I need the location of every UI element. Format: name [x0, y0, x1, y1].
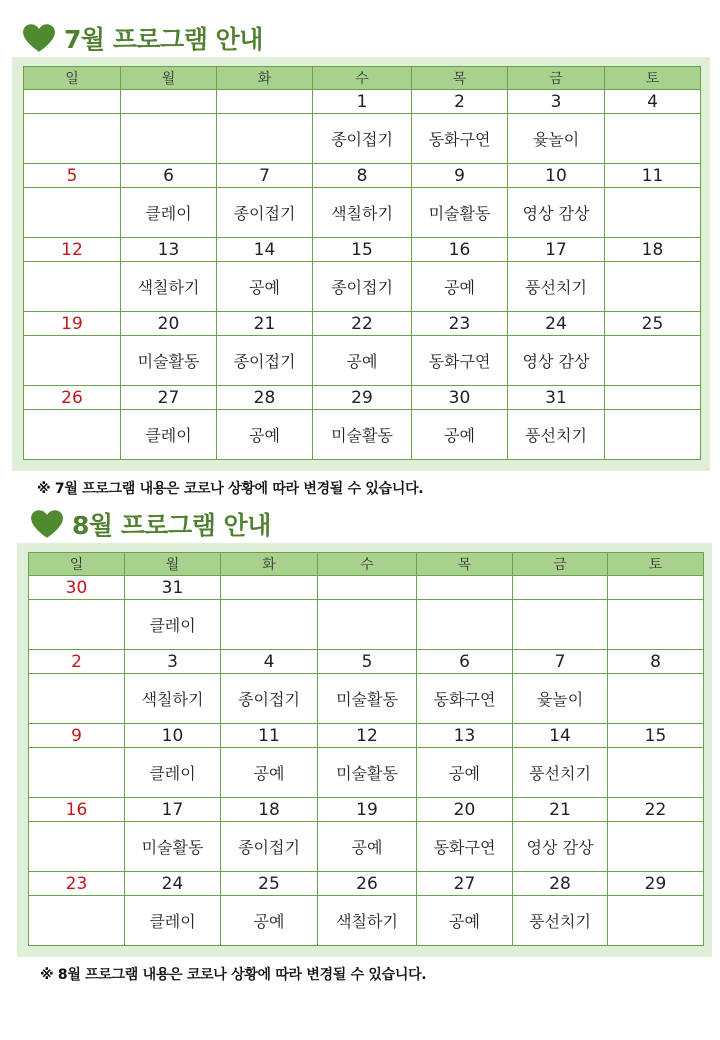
day-number: 12	[318, 724, 417, 748]
day-number: 25	[605, 312, 701, 336]
august-title-block	[30, 506, 271, 542]
day-number: 9	[29, 724, 125, 748]
day-number: 29	[313, 386, 412, 410]
program-cell: 풍선치기	[513, 748, 608, 798]
july-title: 7월 프로그램 안내	[64, 25, 263, 54]
day-number: 14	[513, 724, 608, 748]
day-number: 22	[608, 798, 704, 822]
program-cell: 색칠하기	[313, 188, 412, 238]
program-cell: 색칠하기	[125, 674, 221, 724]
program-cell: 클레이	[125, 748, 221, 798]
heart-icon	[30, 509, 64, 539]
day-number: 2	[29, 650, 125, 674]
day-number	[513, 576, 608, 600]
day-number	[121, 90, 217, 114]
program-cell: 종이접기	[313, 114, 412, 164]
program-cell: 미술활동	[318, 748, 417, 798]
program-cell: 종이접기	[221, 822, 318, 872]
program-cell	[29, 600, 125, 650]
program-cell: 동화구연	[417, 674, 513, 724]
program-cell: 동화구연	[412, 336, 508, 386]
weekday-header-row	[24, 67, 701, 90]
day-number: 14	[217, 238, 313, 262]
program-row	[24, 188, 701, 238]
day-number: 1	[313, 90, 412, 114]
weekday-header: 월	[125, 553, 221, 576]
program-cell: 종이접기	[313, 262, 412, 312]
day-number: 3	[125, 650, 221, 674]
program-cell: 클레이	[121, 188, 217, 238]
program-cell: 종이접기	[217, 188, 313, 238]
day-number: 28	[513, 872, 608, 896]
weekday-header: 금	[508, 67, 605, 90]
date-row	[24, 312, 701, 336]
weekday-header: 일	[24, 67, 121, 90]
weekday-header: 수	[318, 553, 417, 576]
weekday-header: 토	[608, 553, 704, 576]
day-number: 3	[508, 90, 605, 114]
day-number: 29	[608, 872, 704, 896]
weekday-header-row	[29, 553, 704, 576]
day-number: 31	[125, 576, 221, 600]
program-cell	[608, 600, 704, 650]
program-cell: 클레이	[121, 410, 217, 460]
program-cell	[24, 114, 121, 164]
day-number	[221, 576, 318, 600]
day-number: 19	[24, 312, 121, 336]
program-cell	[121, 114, 217, 164]
day-number: 13	[121, 238, 217, 262]
day-number: 15	[313, 238, 412, 262]
program-cell: 공예	[217, 262, 313, 312]
date-row	[29, 724, 704, 748]
program-cell: 공예	[412, 262, 508, 312]
program-cell: 미술활동	[313, 410, 412, 460]
day-number: 30	[412, 386, 508, 410]
weekday-header: 화	[221, 553, 318, 576]
day-number: 18	[605, 238, 701, 262]
day-number: 8	[313, 164, 412, 188]
day-number: 24	[125, 872, 221, 896]
program-cell	[608, 674, 704, 724]
program-cell: 미술활동	[121, 336, 217, 386]
weekday-header: 일	[29, 553, 125, 576]
day-number: 31	[508, 386, 605, 410]
day-number: 23	[412, 312, 508, 336]
program-cell: 색칠하기	[318, 896, 417, 946]
program-cell	[217, 114, 313, 164]
day-number: 25	[221, 872, 318, 896]
program-cell	[29, 822, 125, 872]
day-number: 5	[318, 650, 417, 674]
program-cell: 색칠하기	[121, 262, 217, 312]
program-cell: 미술활동	[318, 674, 417, 724]
day-number: 16	[29, 798, 125, 822]
day-number: 10	[508, 164, 605, 188]
program-cell: 미술활동	[125, 822, 221, 872]
day-number: 18	[221, 798, 318, 822]
day-number: 5	[24, 164, 121, 188]
weekday-header: 토	[605, 67, 701, 90]
program-cell	[29, 674, 125, 724]
july-calendar	[23, 66, 701, 460]
program-cell: 공예	[417, 896, 513, 946]
day-number	[318, 576, 417, 600]
day-number: 26	[318, 872, 417, 896]
day-number: 6	[121, 164, 217, 188]
program-cell	[605, 336, 701, 386]
program-row	[29, 822, 704, 872]
program-cell: 풍선치기	[508, 410, 605, 460]
program-cell: 공예	[417, 748, 513, 798]
august-note: ※ 8월 프로그램 내용은 코로나 상황에 따라 변경될 수 있습니다.	[40, 967, 427, 983]
program-cell	[605, 262, 701, 312]
program-cell	[24, 262, 121, 312]
day-number: 20	[417, 798, 513, 822]
weekday-header: 목	[412, 67, 508, 90]
program-cell	[24, 188, 121, 238]
program-cell	[29, 748, 125, 798]
program-row	[29, 748, 704, 798]
day-number: 12	[24, 238, 121, 262]
day-number	[217, 90, 313, 114]
program-row	[24, 410, 701, 460]
weekday-header: 화	[217, 67, 313, 90]
heart-icon	[22, 23, 56, 53]
day-number: 20	[121, 312, 217, 336]
day-number: 6	[417, 650, 513, 674]
weekday-header: 월	[121, 67, 217, 90]
day-number: 11	[221, 724, 318, 748]
day-number: 15	[608, 724, 704, 748]
program-cell: 영상 감상	[508, 336, 605, 386]
program-cell	[513, 600, 608, 650]
date-row	[24, 90, 701, 114]
day-number: 17	[125, 798, 221, 822]
program-cell	[605, 410, 701, 460]
day-number: 27	[121, 386, 217, 410]
program-cell: 풍선치기	[513, 896, 608, 946]
program-cell	[318, 600, 417, 650]
program-cell: 공예	[318, 822, 417, 872]
july-title-block	[22, 20, 263, 56]
date-row	[24, 386, 701, 410]
day-number: 2	[412, 90, 508, 114]
weekday-header: 금	[513, 553, 608, 576]
day-number: 23	[29, 872, 125, 896]
day-number: 8	[608, 650, 704, 674]
day-number: 9	[412, 164, 508, 188]
program-cell	[221, 600, 318, 650]
date-row	[24, 164, 701, 188]
program-cell: 클레이	[125, 896, 221, 946]
day-number: 17	[508, 238, 605, 262]
day-number: 26	[24, 386, 121, 410]
program-row	[24, 114, 701, 164]
program-cell	[417, 600, 513, 650]
program-cell: 공예	[221, 748, 318, 798]
program-cell: 동화구연	[412, 114, 508, 164]
program-cell: 영상 감상	[508, 188, 605, 238]
weekday-header: 목	[417, 553, 513, 576]
program-cell: 공예	[313, 336, 412, 386]
day-number: 21	[513, 798, 608, 822]
program-cell	[608, 822, 704, 872]
program-row	[24, 336, 701, 386]
date-row	[29, 650, 704, 674]
program-cell: 클레이	[125, 600, 221, 650]
day-number	[605, 386, 701, 410]
july-note: ※ 7월 프로그램 내용은 코로나 상황에 따라 변경될 수 있습니다.	[37, 481, 424, 497]
date-row	[24, 238, 701, 262]
day-number: 10	[125, 724, 221, 748]
program-row	[29, 600, 704, 650]
program-cell: 미술활동	[412, 188, 508, 238]
day-number	[608, 576, 704, 600]
program-cell: 윷놀이	[513, 674, 608, 724]
date-row	[29, 576, 704, 600]
day-number: 24	[508, 312, 605, 336]
day-number: 28	[217, 386, 313, 410]
august-title: 8월 프로그램 안내	[72, 511, 271, 540]
day-number: 21	[217, 312, 313, 336]
program-cell	[605, 114, 701, 164]
program-cell: 공예	[221, 896, 318, 946]
program-cell: 종이접기	[221, 674, 318, 724]
program-cell: 영상 감상	[513, 822, 608, 872]
program-cell: 풍선치기	[508, 262, 605, 312]
day-number: 4	[605, 90, 701, 114]
day-number	[24, 90, 121, 114]
program-row	[24, 262, 701, 312]
program-cell: 윷놀이	[508, 114, 605, 164]
weekday-header: 수	[313, 67, 412, 90]
program-cell: 동화구연	[417, 822, 513, 872]
date-row	[29, 798, 704, 822]
day-number: 13	[417, 724, 513, 748]
program-cell	[29, 896, 125, 946]
day-number	[417, 576, 513, 600]
program-cell: 종이접기	[217, 336, 313, 386]
day-number: 7	[513, 650, 608, 674]
day-number: 7	[217, 164, 313, 188]
day-number: 4	[221, 650, 318, 674]
day-number: 11	[605, 164, 701, 188]
day-number: 16	[412, 238, 508, 262]
program-row	[29, 674, 704, 724]
program-cell	[608, 748, 704, 798]
day-number: 27	[417, 872, 513, 896]
program-cell	[24, 410, 121, 460]
program-row	[29, 896, 704, 946]
day-number: 22	[313, 312, 412, 336]
date-row	[29, 872, 704, 896]
day-number: 30	[29, 576, 125, 600]
day-number: 19	[318, 798, 417, 822]
program-cell	[605, 188, 701, 238]
program-cell	[24, 336, 121, 386]
program-cell: 공예	[217, 410, 313, 460]
program-cell: 공예	[412, 410, 508, 460]
program-cell	[608, 896, 704, 946]
august-calendar	[28, 552, 704, 946]
